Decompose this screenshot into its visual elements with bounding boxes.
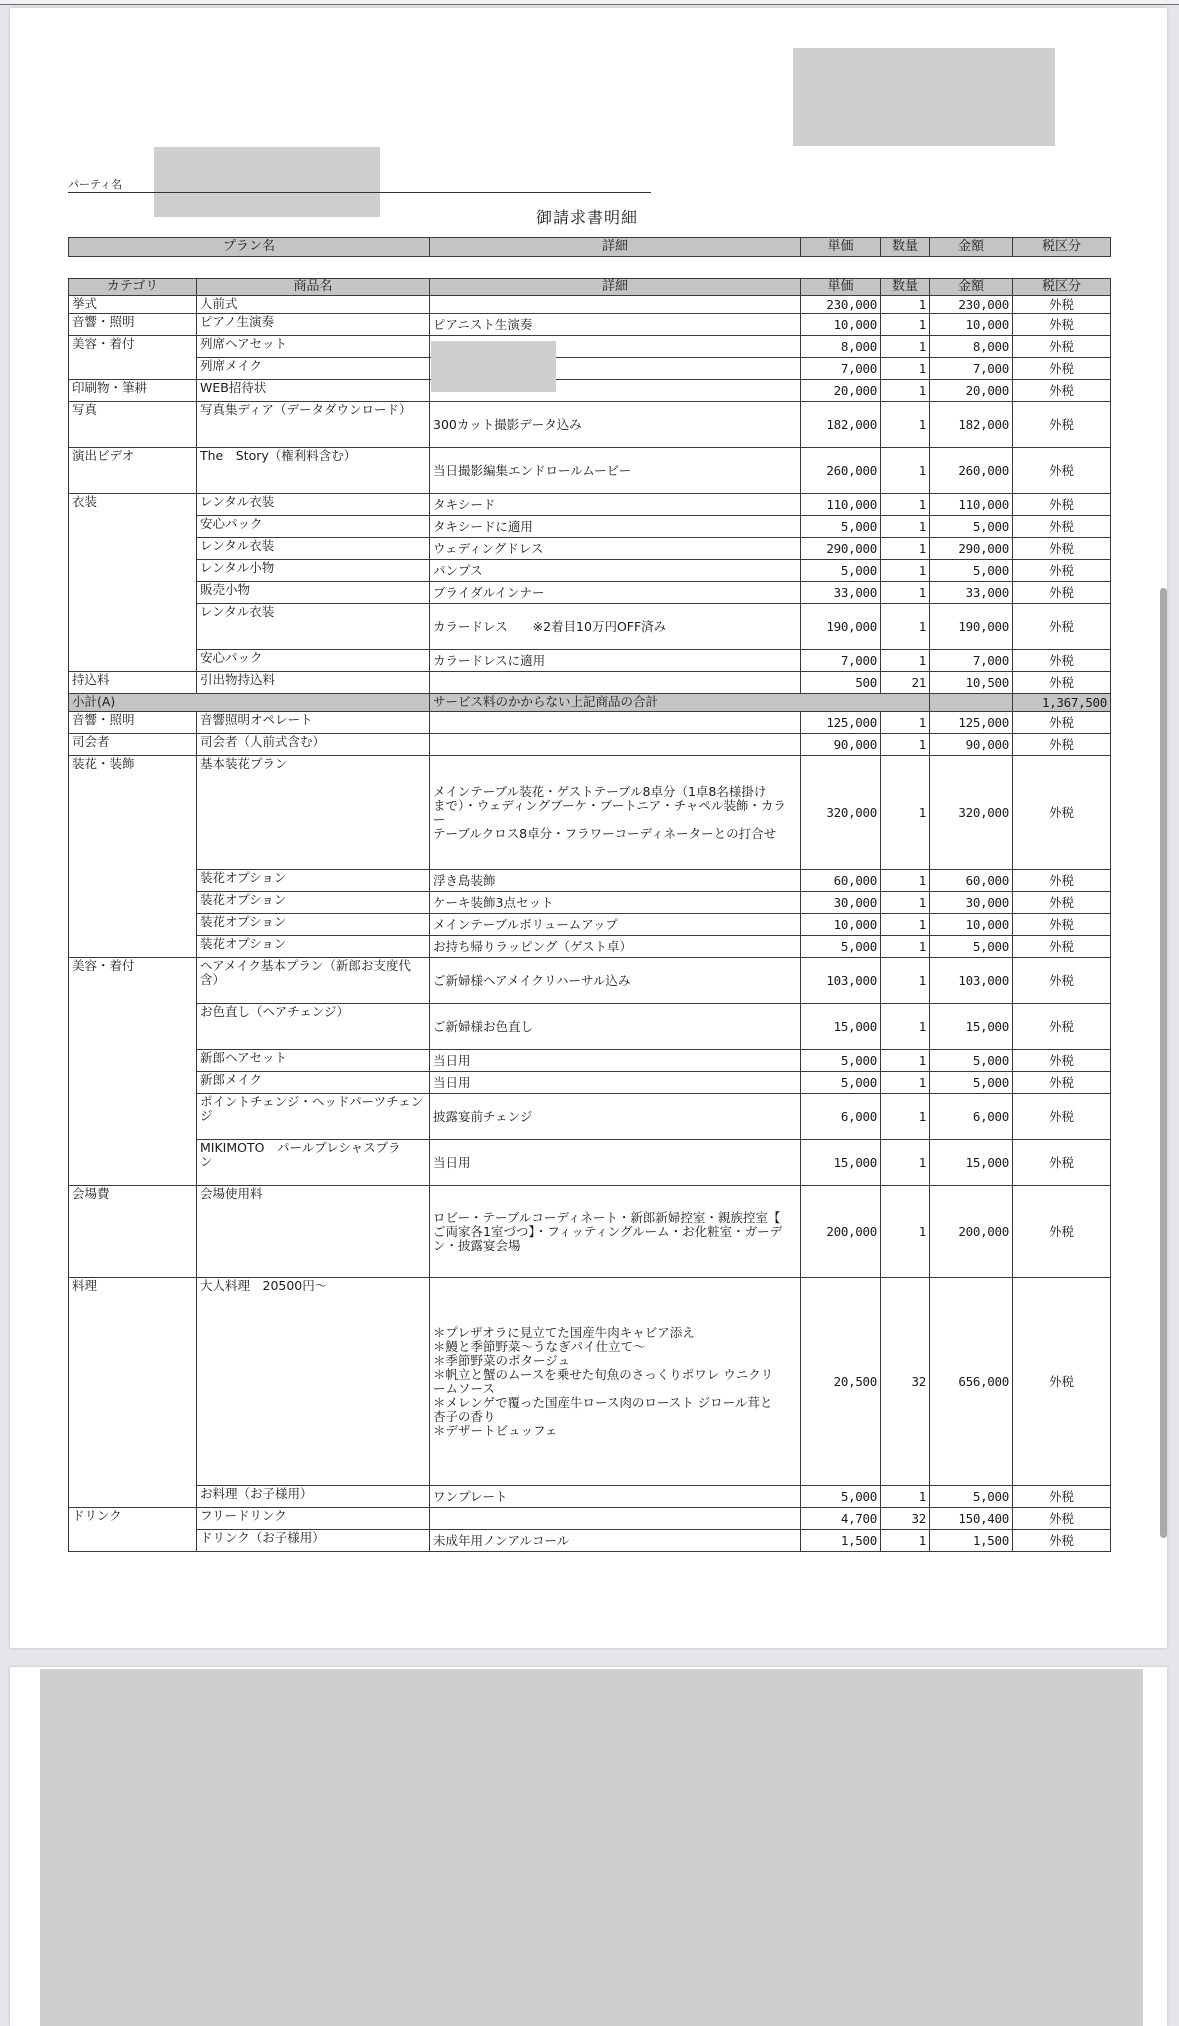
qty-cell: 1 xyxy=(881,1072,930,1094)
table-row xyxy=(69,1004,1111,1050)
amount-cell: 30,000 xyxy=(930,892,1013,914)
tax-cell: 外税 xyxy=(1013,358,1111,380)
qty-cell: 1 xyxy=(881,560,930,582)
qty-cell: 1 xyxy=(881,1094,930,1140)
tax-cell: 外税 xyxy=(1013,756,1111,870)
amount-cell: 110,000 xyxy=(930,494,1013,516)
unit-price-cell: 6,000 xyxy=(801,1094,881,1140)
unit-price-cell: 5,000 xyxy=(801,1050,881,1072)
unit-price-cell: 60,000 xyxy=(801,870,881,892)
subtotal-qty-blank xyxy=(930,694,1013,712)
product-cell: 装花オプション xyxy=(197,870,430,892)
vertical-scrollbar[interactable] xyxy=(1160,588,1167,1538)
table-row xyxy=(69,712,1111,734)
qty-cell: 1 xyxy=(881,314,930,336)
product-cell: 新郎メイク xyxy=(197,1072,430,1094)
tax-cell: 外税 xyxy=(1013,494,1111,516)
table-row xyxy=(69,1072,1111,1094)
unit-price-cell: 33,000 xyxy=(801,582,881,604)
qty-cell: 1 xyxy=(881,494,930,516)
tax-cell: 外税 xyxy=(1013,538,1111,560)
table-row xyxy=(69,314,1111,336)
table-row xyxy=(69,1486,1111,1508)
tax-cell: 外税 xyxy=(1013,448,1111,494)
qty-cell: 32 xyxy=(881,1278,930,1486)
table-row xyxy=(69,1186,1111,1278)
table-row xyxy=(69,1530,1111,1552)
table-row xyxy=(69,380,1111,402)
product-cell: MIKIMOTO パールプレシャスプラ ン xyxy=(197,1140,430,1186)
product-cell: 装花オプション xyxy=(197,936,430,958)
category-cell: 挙式 xyxy=(69,296,197,314)
detail-cell: お持ち帰りラッピング（ゲスト卓） xyxy=(430,936,801,958)
tax-cell: 外税 xyxy=(1013,336,1111,358)
unit-price-cell: 5,000 xyxy=(801,516,881,538)
unit-price-cell: 20,500 xyxy=(801,1278,881,1486)
amount-cell: 60,000 xyxy=(930,870,1013,892)
detail-cell: ピアニスト生演奏 xyxy=(430,314,801,336)
tax-cell: 外税 xyxy=(1013,1050,1111,1072)
amount-header: 金額 xyxy=(930,279,1013,296)
amount-cell: 182,000 xyxy=(930,402,1013,448)
tax-cell: 外税 xyxy=(1013,870,1111,892)
tax-cell: 外税 xyxy=(1013,402,1111,448)
qty-cell: 1 xyxy=(881,1004,930,1050)
product-cell: ポイントチェンジ・ヘッドパーツチェン ジ xyxy=(197,1094,430,1140)
qty-cell: 1 xyxy=(881,650,930,672)
plan-amount-header: 金額 xyxy=(930,238,1013,257)
qty-cell: 1 xyxy=(881,734,930,756)
product-cell: 基本装花プラン xyxy=(197,756,430,870)
category-cell: 音響・照明 xyxy=(69,712,197,734)
tax-cell: 外税 xyxy=(1013,516,1111,538)
qty-cell: 1 xyxy=(881,336,930,358)
qty-cell: 1 xyxy=(881,358,930,380)
amount-cell: 5,000 xyxy=(930,560,1013,582)
table-row xyxy=(69,756,1111,870)
amount-cell: 6,000 xyxy=(930,1094,1013,1140)
product-cell: 会場使用料 xyxy=(197,1186,430,1278)
category-header: カテゴリ xyxy=(69,279,197,296)
qty-cell: 1 xyxy=(881,914,930,936)
category-cell: 衣装 xyxy=(69,494,197,672)
amount-cell: 15,000 xyxy=(930,1140,1013,1186)
amount-cell: 125,000 xyxy=(930,712,1013,734)
detail-cell: カラードレス ※2着目10万円OFF済み xyxy=(430,604,801,650)
qty-cell: 1 xyxy=(881,958,930,1004)
table-row xyxy=(69,604,1111,650)
product-cell: 引出物持込料 xyxy=(197,672,430,694)
plan-qty-header: 数量 xyxy=(881,238,930,257)
unit-price-cell: 1,500 xyxy=(801,1530,881,1552)
amount-cell: 5,000 xyxy=(930,1072,1013,1094)
amount-cell: 10,000 xyxy=(930,914,1013,936)
redacted-party-name xyxy=(154,147,380,217)
product-cell: お料理（お子様用） xyxy=(197,1486,430,1508)
amount-cell: 103,000 xyxy=(930,958,1013,1004)
product-cell: レンタル衣装 xyxy=(197,538,430,560)
amount-cell: 90,000 xyxy=(930,734,1013,756)
detail-cell: 300カット撮影データ込み xyxy=(430,402,801,448)
detail-cell xyxy=(430,712,801,734)
document-title: 御請求書明細 xyxy=(536,208,639,227)
qty-cell: 1 xyxy=(881,448,930,494)
qty-cell: 1 xyxy=(881,604,930,650)
tax-cell: 外税 xyxy=(1013,936,1111,958)
unit-price-cell: 8,000 xyxy=(801,336,881,358)
table-row xyxy=(69,936,1111,958)
table-row xyxy=(69,914,1111,936)
tax-cell: 外税 xyxy=(1013,1530,1111,1552)
product-cell: WEB招待状 xyxy=(197,380,430,402)
detail-cell: カラードレスに適用 xyxy=(430,650,801,672)
detail-cell xyxy=(430,672,801,694)
unit-price-cell: 5,000 xyxy=(801,1072,881,1094)
redacted-logo-area xyxy=(793,48,1055,146)
detail-cell: ＊プレザオラに見立てた国産牛肉キャビア添え ＊鰻と季節野菜～うなぎパイ仕立て～ ＊季節野菜のポタージュ ＊帆立と蟹のムースを乗せた旬魚のさっくりポワレ ウニクリ ームソース ＊メレンゲで覆った国産牛ロース肉のロースト ジロール茸と 杏子の香り ＊デザートビュッフェ xyxy=(430,1278,801,1486)
tax-cell: 外税 xyxy=(1013,734,1111,756)
amount-cell: 7,000 xyxy=(930,358,1013,380)
plan-header-table xyxy=(68,237,1111,257)
table-row xyxy=(69,358,1111,380)
table-row xyxy=(69,870,1111,892)
product-cell: 列席メイク xyxy=(197,358,430,380)
product-cell: ヘアメイク基本プラン（新郎お支度代 含） xyxy=(197,958,430,1004)
category-cell: 美容・着付 xyxy=(69,336,197,380)
table-row xyxy=(69,494,1111,516)
amount-cell: 260,000 xyxy=(930,448,1013,494)
amount-cell: 20,000 xyxy=(930,380,1013,402)
qty-cell: 1 xyxy=(881,892,930,914)
detail-cell: メインテーブルボリュームアップ xyxy=(430,914,801,936)
detail-header: 詳細 xyxy=(430,279,801,296)
detail-cell: ロビー・テーブルコーディネート・新郎新婦控室・親族控室【 ご両家各1室づつ】・フィッティングルーム・お化粧室・ガーデ ン・披露宴会場 xyxy=(430,1186,801,1278)
detail-cell: ご新婦様ヘアメイクリハーサル込み xyxy=(430,958,801,1004)
amount-cell: 5,000 xyxy=(930,1486,1013,1508)
amount-cell: 5,000 xyxy=(930,1050,1013,1072)
qty-cell: 1 xyxy=(881,870,930,892)
table-row xyxy=(69,560,1111,582)
unit-price-cell: 10,000 xyxy=(801,314,881,336)
amount-cell: 5,000 xyxy=(930,516,1013,538)
detail-cell: ウェディングドレス xyxy=(430,538,801,560)
unit-price-cell: 110,000 xyxy=(801,494,881,516)
plan-detail-header: 詳細 xyxy=(430,238,801,257)
table-row xyxy=(69,538,1111,560)
table-row xyxy=(69,1094,1111,1140)
tax-cell: 外税 xyxy=(1013,1186,1111,1278)
category-cell: 印刷物・筆耕 xyxy=(69,380,197,402)
detail-cell: 当日用 xyxy=(430,1072,801,1094)
qty-cell: 1 xyxy=(881,1530,930,1552)
qty-cell: 1 xyxy=(881,1186,930,1278)
qty-cell: 1 xyxy=(881,1486,930,1508)
table-row xyxy=(69,1050,1111,1072)
product-cell: お色直し（ヘアチェンジ） xyxy=(197,1004,430,1050)
unit-price-cell: 182,000 xyxy=(801,402,881,448)
table-row xyxy=(69,672,1111,694)
detail-cell: ケーキ装飾3点セット xyxy=(430,892,801,914)
unit-price-cell: 260,000 xyxy=(801,448,881,494)
category-cell: ドリンク xyxy=(69,1508,197,1552)
qty-cell: 1 xyxy=(881,516,930,538)
amount-cell: 290,000 xyxy=(930,538,1013,560)
qty-cell: 1 xyxy=(881,380,930,402)
unit-price-cell: 230,000 xyxy=(801,296,881,314)
category-cell: 司会者 xyxy=(69,734,197,756)
detail-cell xyxy=(430,734,801,756)
product-cell: 写真集ディア（データダウンロード） xyxy=(197,402,430,448)
unit-price-cell: 10,000 xyxy=(801,914,881,936)
detail-cell: 披露宴前チェンジ xyxy=(430,1094,801,1140)
table-row xyxy=(69,448,1111,494)
qty-cell: 32 xyxy=(881,1508,930,1530)
detail-cell xyxy=(430,1508,801,1530)
table-row xyxy=(69,734,1111,756)
detail-cell: ブライダルインナー xyxy=(430,582,801,604)
tax-cell: 外税 xyxy=(1013,1278,1111,1486)
product-cell: The Story（権利料含む） xyxy=(197,448,430,494)
product-cell: レンタル衣装 xyxy=(197,494,430,516)
table-row xyxy=(69,892,1111,914)
tax-cell: 外税 xyxy=(1013,1094,1111,1140)
table-row xyxy=(69,336,1111,358)
qty-header: 数量 xyxy=(881,279,930,296)
tax-cell: 外税 xyxy=(1013,892,1111,914)
tax-cell: 外税 xyxy=(1013,604,1111,650)
subtotal-amount: 1,367,500 xyxy=(1013,694,1111,712)
product-cell: 人前式 xyxy=(197,296,430,314)
qty-cell: 1 xyxy=(881,712,930,734)
unit-price-cell: 4,700 xyxy=(801,1508,881,1530)
tax-cell: 外税 xyxy=(1013,1486,1111,1508)
unit-price-cell: 15,000 xyxy=(801,1140,881,1186)
product-header: 商品名 xyxy=(197,279,430,296)
category-cell: 演出ビデオ xyxy=(69,448,197,494)
product-cell: 販売小物 xyxy=(197,582,430,604)
detail-cell xyxy=(430,296,801,314)
qty-cell: 1 xyxy=(881,582,930,604)
table-row xyxy=(69,1140,1111,1186)
tax-cell: 外税 xyxy=(1013,1508,1111,1530)
unit-price-cell: 90,000 xyxy=(801,734,881,756)
qty-cell: 1 xyxy=(881,538,930,560)
amount-cell: 320,000 xyxy=(930,756,1013,870)
unit-price-cell: 15,000 xyxy=(801,1004,881,1050)
unit-price-cell: 7,000 xyxy=(801,650,881,672)
redacted-page-2-content xyxy=(40,1669,1143,2026)
amount-cell: 8,000 xyxy=(930,336,1013,358)
detail-cell: タキシード xyxy=(430,494,801,516)
table-row xyxy=(69,1278,1111,1486)
detail-cell: 当日用 xyxy=(430,1050,801,1072)
amount-cell: 200,000 xyxy=(930,1186,1013,1278)
subtotal-note: サービス料のかからない上記商品の合計 xyxy=(430,694,930,712)
qty-cell: 1 xyxy=(881,936,930,958)
product-cell: フリードリンク xyxy=(197,1508,430,1530)
tax-cell: 外税 xyxy=(1013,650,1111,672)
qty-cell: 1 xyxy=(881,296,930,314)
tax-cell: 外税 xyxy=(1013,958,1111,1004)
unit-price-cell: 5,000 xyxy=(801,936,881,958)
tax-cell: 外税 xyxy=(1013,1072,1111,1094)
category-cell: 持込料 xyxy=(69,672,197,694)
product-cell: 大人料理 20500円～ xyxy=(197,1278,430,1486)
amount-cell: 33,000 xyxy=(930,582,1013,604)
table-row xyxy=(69,402,1111,448)
unit-price-cell: 5,000 xyxy=(801,1486,881,1508)
plan-name-header: プラン名 xyxy=(69,238,430,257)
unit-price-cell: 320,000 xyxy=(801,756,881,870)
product-cell: 音響照明オペレート xyxy=(197,712,430,734)
product-cell: レンタル小物 xyxy=(197,560,430,582)
amount-cell: 5,000 xyxy=(930,936,1013,958)
party-name-underline xyxy=(68,192,651,193)
unit-price-cell: 290,000 xyxy=(801,538,881,560)
table-row xyxy=(69,582,1111,604)
tax-cell: 外税 xyxy=(1013,560,1111,582)
product-cell: 装花オプション xyxy=(197,892,430,914)
table-row xyxy=(69,1508,1111,1530)
amount-cell: 10,000 xyxy=(930,314,1013,336)
unit-price-cell: 500 xyxy=(801,672,881,694)
amount-cell: 190,000 xyxy=(930,604,1013,650)
product-cell: レンタル衣装 xyxy=(197,604,430,650)
amount-cell: 15,000 xyxy=(930,1004,1013,1050)
party-name-label: パーティ名 xyxy=(68,178,123,191)
items-table xyxy=(68,278,1111,1552)
detail-cell: 当日撮影編集エンドロールムービー xyxy=(430,448,801,494)
unit-price-cell: 103,000 xyxy=(801,958,881,1004)
unit-price-cell: 30,000 xyxy=(801,892,881,914)
tax-header: 税区分 xyxy=(1013,279,1111,296)
unit-price-cell: 20,000 xyxy=(801,380,881,402)
unit-price-header: 単価 xyxy=(801,279,881,296)
amount-cell: 230,000 xyxy=(930,296,1013,314)
tax-cell: 外税 xyxy=(1013,914,1111,936)
table-row xyxy=(69,958,1111,1004)
category-cell: 美容・着付 xyxy=(69,958,197,1186)
product-cell: 司会者（人前式含む） xyxy=(197,734,430,756)
amount-cell: 150,400 xyxy=(930,1508,1013,1530)
detail-cell: タキシードに適用 xyxy=(430,516,801,538)
viewer-top-edge xyxy=(0,0,1179,5)
product-cell: 列席ヘアセット xyxy=(197,336,430,358)
detail-cell: ワンプレート xyxy=(430,1486,801,1508)
tax-cell: 外税 xyxy=(1013,296,1111,314)
product-cell: 安心パック xyxy=(197,516,430,538)
product-cell: ドリンク（お子様用） xyxy=(197,1530,430,1552)
category-cell: 音響・照明 xyxy=(69,314,197,336)
tax-cell: 外税 xyxy=(1013,1004,1111,1050)
product-cell: ピアノ生演奏 xyxy=(197,314,430,336)
table-row xyxy=(69,516,1111,538)
unit-price-cell: 190,000 xyxy=(801,604,881,650)
category-cell: 料理 xyxy=(69,1278,197,1508)
unit-price-cell: 200,000 xyxy=(801,1186,881,1278)
amount-cell: 656,000 xyxy=(930,1278,1013,1486)
detail-cell: ご新婦様お色直し xyxy=(430,1004,801,1050)
amount-cell: 1,500 xyxy=(930,1530,1013,1552)
product-cell: 新郎ヘアセット xyxy=(197,1050,430,1072)
qty-cell: 1 xyxy=(881,1050,930,1072)
tax-cell: 外税 xyxy=(1013,1140,1111,1186)
qty-cell: 1 xyxy=(881,402,930,448)
redacted-detail-cells xyxy=(431,341,556,392)
table-row xyxy=(69,650,1111,672)
tax-cell: 外税 xyxy=(1013,712,1111,734)
unit-price-cell: 5,000 xyxy=(801,560,881,582)
qty-cell: 1 xyxy=(881,756,930,870)
category-cell: 装花・装飾 xyxy=(69,756,197,958)
unit-price-cell: 125,000 xyxy=(801,712,881,734)
category-cell: 写真 xyxy=(69,402,197,448)
qty-cell: 21 xyxy=(881,672,930,694)
detail-cell: 浮き島装飾 xyxy=(430,870,801,892)
subtotal-label: 小計(A) xyxy=(69,694,430,712)
detail-cell: パンプス xyxy=(430,560,801,582)
category-cell: 会場費 xyxy=(69,1186,197,1278)
amount-cell: 10,500 xyxy=(930,672,1013,694)
plan-unit-price-header: 単価 xyxy=(801,238,881,257)
detail-cell: 未成年用ノンアルコール xyxy=(430,1530,801,1552)
qty-cell: 1 xyxy=(881,1140,930,1186)
product-cell: 安心パック xyxy=(197,650,430,672)
tax-cell: 外税 xyxy=(1013,582,1111,604)
plan-tax-header: 税区分 xyxy=(1013,238,1111,257)
amount-cell: 7,000 xyxy=(930,650,1013,672)
tax-cell: 外税 xyxy=(1013,380,1111,402)
subtotal-row xyxy=(69,694,1111,712)
table-row xyxy=(69,296,1111,314)
product-cell: 装花オプション xyxy=(197,914,430,936)
detail-cell: メインテーブル装花・ゲストテーブル8卓分（1卓8名様掛け まで）・ウェディングブーケ・ブートニア・チャペル装飾・カラー テーブルクロス8卓分・フラワーコーディネーターとの打合せ xyxy=(430,756,801,870)
tax-cell: 外税 xyxy=(1013,314,1111,336)
tax-cell: 外税 xyxy=(1013,672,1111,694)
unit-price-cell: 7,000 xyxy=(801,358,881,380)
detail-cell: 当日用 xyxy=(430,1140,801,1186)
